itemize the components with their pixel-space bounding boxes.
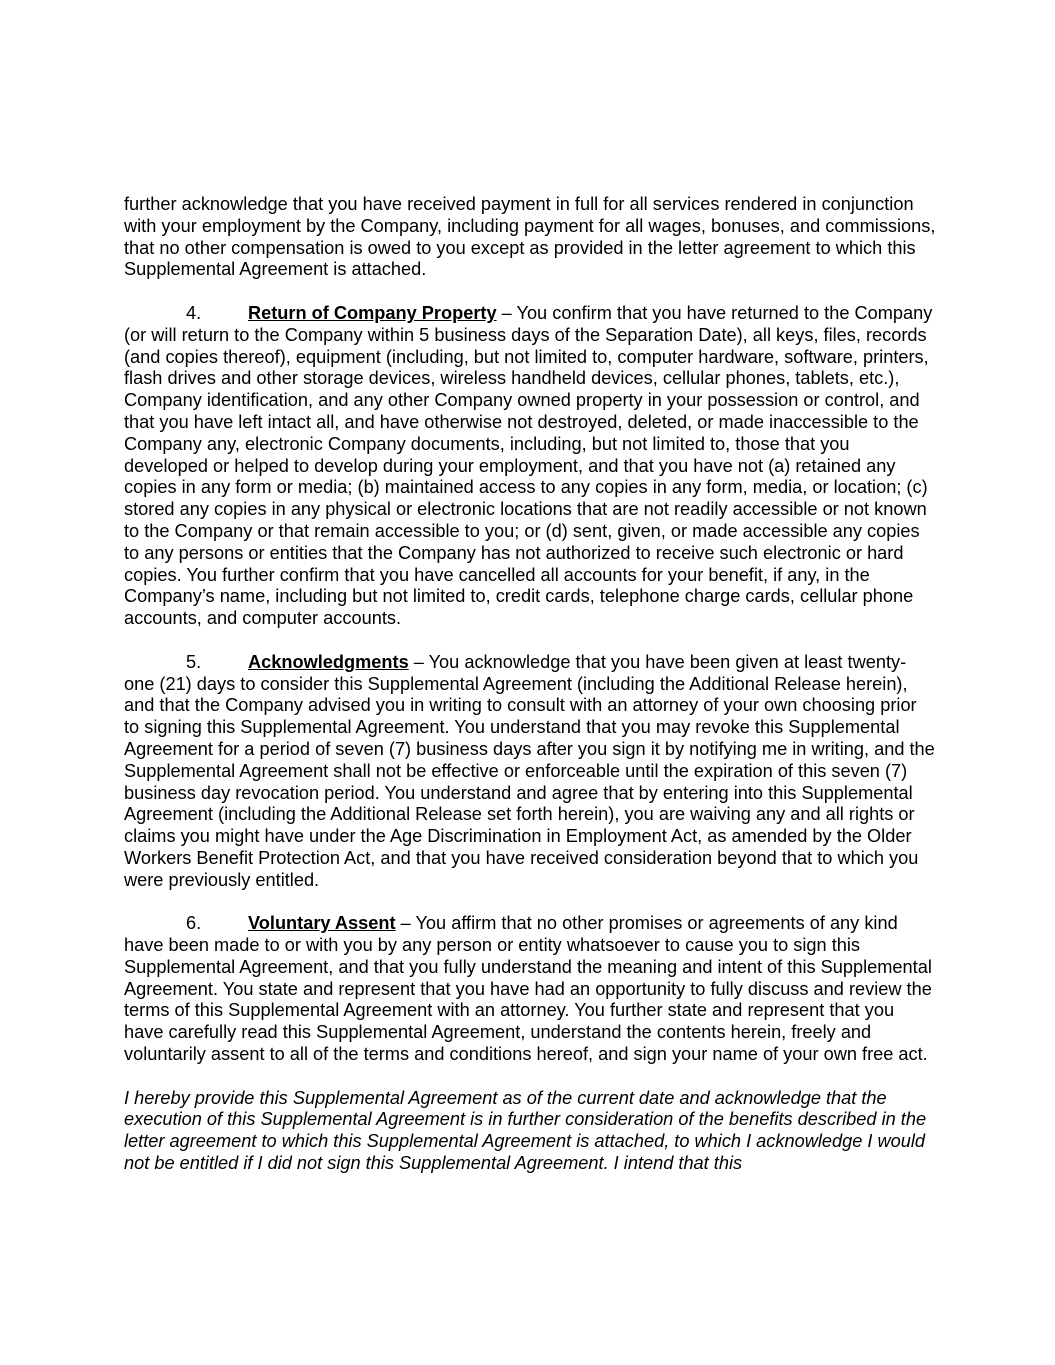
section-5-paragraph (124, 652, 936, 892)
section-4-number: 4. (186, 302, 202, 323)
section-6-heading: Voluntary Assent (248, 913, 396, 934)
section-6-number: 6. (186, 913, 202, 934)
section-4-heading: Return of Company Property (248, 302, 497, 323)
section-5-number: 5. (186, 651, 202, 672)
section-4-paragraph (124, 303, 936, 630)
section-6-body: – You affirm that no other promises or agreements of any kind have been made to or with you by any person or entity whatsoever to cause you to sign this Supplemental Agreement, and that you fully understand the meaning and intent of this Supplemental Agreement. You state and represent that you have had an opportunity to fully discuss and review the terms of this Supplemental Agreement with an attorney. You further state and represent that you have carefully read this Supplemental Agreement, understand the contents herein, freely and voluntarily assent to all of the terms and conditions hereof, and sign your name of your own free act. (124, 913, 932, 1065)
intro-paragraph: further acknowledge that you have received payment in full for all services rendered in conjunction with your employment by the Company, including payment for all wages, bonuses, and commissions, that no other compensation is owed to you except as provided in the letter agreement to which this Supplemental Agreement is attached. (124, 194, 936, 280)
document-body (124, 194, 936, 1197)
section-5-heading: Acknowledgments (248, 651, 409, 672)
closing-paragraph: I hereby provide this Supplemental Agreement as of the current date and acknowledge that the execution of this Supplemental Agreement is in further consideration of the benefits described in the letter agreement to which this Supplemental Agreement is attached, to which I acknowledge I would not be entitled if I did not sign this Supplemental Agreement. I intend that this (124, 1087, 927, 1174)
section-4-body: – You confirm that you have returned to the Company (or will return to the Company within 5 business days of the Separation Date), all keys, files, records (and copies thereof), equipment (including, but not limited to, computer hardware, software, printers, flash drives and other storage devices, wireless handheld devices, cellular phones, tablets, etc.), Company identification, and any other Company owned property in your possession or control, and that you have left intact all, and have otherwise not destroyed, deleted, or made inaccessible to the Company any, electronic Company documents, including, but not limited to, those that you developed or helped to develop during your employment, and that you have not (a) retained any copies in any form or media; (b) maintained access to any copies in any form, media, or location; (c) stored any copies in any physical or electronic locations that are not readily accessible or not known to the Company or that remain accessible to you; or (d) sent, given, or made accessible any copies to any persons or entities that the Company has not authorized to receive such electronic or hard copies. You further confirm that you have cancelled all accounts for your benefit, if any, in the Company’s name, including but not limited to, credit cards, telephone charge cards, cellular phone accounts, and computer accounts. (124, 302, 933, 629)
section-6-paragraph (124, 913, 936, 1066)
section-5-body: – You acknowledge that you have been given at least twenty-one (21) days to consider this Supplemental Agreement (including the Additional Release herein), and that the Company advised you in writing to consult with an attorney of your own choosing prior to signing this Supplemental Agreement. You understand that you may revoke this Supplemental Agreement for a period of seven (7) business days after you sign it by notifying me in writing, and the Supplemental Agreement shall not be effective or enforceable until the expiration of this seven (7) business day revocation period. You understand and agree that by entering into this Supplemental Agreement (including the Additional Release set forth herein), you are waiving any and all rights or claims you might have under the Age Discrimination in Employment Act, as amended by the Older Workers Benefit Protection Act, and that you have received consideration beyond that to which you were previously entitled. (124, 651, 935, 890)
